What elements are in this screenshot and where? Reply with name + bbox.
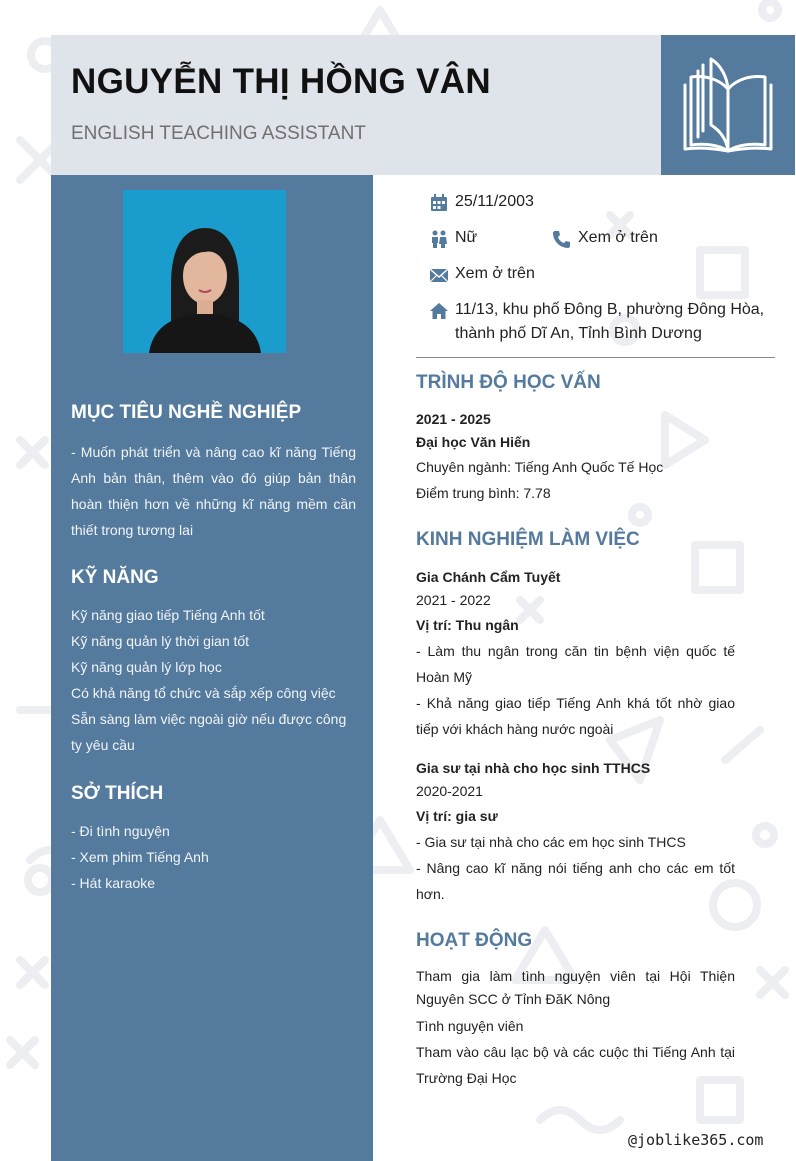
gender-value: Nữ [455,229,478,246]
job-company: Gia sư tại nhà cho học sinh TTHCS [416,760,651,776]
open-book-icon [681,57,775,153]
job-position: Vị trí: gia sư [416,808,498,824]
profile-photo [123,190,286,353]
job-duty: - Nâng cao kĩ năng nói tiếng anh cho các em tốt hơn. [416,860,735,902]
skill-item: Có khả năng tổ chức và sắp xếp công việc [71,685,336,701]
sidebar [51,175,373,1161]
skill-item: Sẵn sàng làm việc ngoài giờ nếu được công ty yêu cầu [71,711,347,753]
cv-header [51,35,661,175]
education-period: 2021 - 2025 [416,411,491,427]
job-title: ENGLISH TEACHING ASSISTANT [71,123,366,144]
logo-box [661,35,795,175]
education-major: Chuyên ngành: Tiếng Anh Quốc Tế Học [416,459,664,475]
objective-text: - Muốn phát triển và nâng cao kĩ năng Tiếng Anh bản thân, thêm vào đó giúp bản thân hoàn thiện hơn về những kĩ năng mềm cần thiết trong tương lai [71,444,356,538]
job-duty: - Làm thu ngân trong căn tin bệnh viện quốc tế Hoàn Mỹ [416,643,735,685]
education-school: Đại học Văn Hiến [416,434,531,450]
phone-icon [552,230,570,248]
job-company: Gia Chánh Cẩm Tuyết [416,569,561,585]
objective-heading: MỤC TIÊU NGHỀ NGHIỆP [71,402,302,423]
address-line2: thành phố Dĩ An, Tỉnh Bình Dương [455,325,702,342]
candidate-name: NGUYỄN THỊ HỒNG VÂN [71,62,491,101]
activities-heading: HOẠT ĐỘNG [416,930,533,951]
section-divider [416,357,775,358]
job-period: 2021 - 2022 [416,592,491,608]
job-period: 2020-2021 [416,783,483,799]
skill-item: Kỹ năng giao tiếp Tiếng Anh tốt [71,607,265,623]
hobbies-list [71,818,356,896]
education-heading: TRÌNH ĐỘ HỌC VẤN [416,372,601,393]
experience-heading: KINH NGHIỆM LÀM VIỆC [416,529,640,550]
person-silhouette-icon [123,190,286,353]
site-watermark: @joblike365.com [628,1131,764,1149]
skill-item: Kỹ năng quản lý lớp học [71,659,222,675]
home-icon [430,302,448,320]
main-content [373,175,796,1161]
activity-item: Tham vào câu lạc bộ và các cuộc thi Tiếng Anh tại Trường Đại Học [416,1044,735,1086]
hobbies-heading: SỞ THÍCH [71,783,164,804]
activity-item: Tình nguyện viên [416,1018,524,1034]
hobby-item: - Đi tình nguyện [71,823,170,839]
activity-item: Tham gia làm tình nguyện viên tại Hội Thiện Nguyên SCC ở Tỉnh ĐăK Nông [416,968,735,1007]
birthday-value: 25/11/2003 [455,193,534,210]
email-value: Xem ở trên [455,265,535,282]
skills-list [71,602,356,758]
education-gpa: Điểm trung bình: 7.78 [416,485,551,501]
job-position: Vị trí: Thu ngân [416,617,519,633]
job-duty: - Khả năng giao tiếp Tiếng Anh khá tốt nhờ giao tiếp với khách hàng nước ngoài [416,695,735,737]
calendar-icon [430,194,448,212]
hobby-item: - Hát karaoke [71,875,156,891]
skill-item: Kỹ năng quản lý thời gian tốt [71,633,250,649]
hobby-item: - Xem phim Tiếng Anh [71,849,209,865]
job-duty: - Gia sư tại nhà cho các em học sinh THCS [416,834,686,850]
email-icon [430,266,448,284]
skills-heading: KỸ NĂNG [71,567,159,588]
gender-icon [430,230,448,248]
address-line1: 11/13, khu phố Đông B, phường Đông Hòa, [455,301,765,318]
phone-value: Xem ở trên [578,229,658,246]
